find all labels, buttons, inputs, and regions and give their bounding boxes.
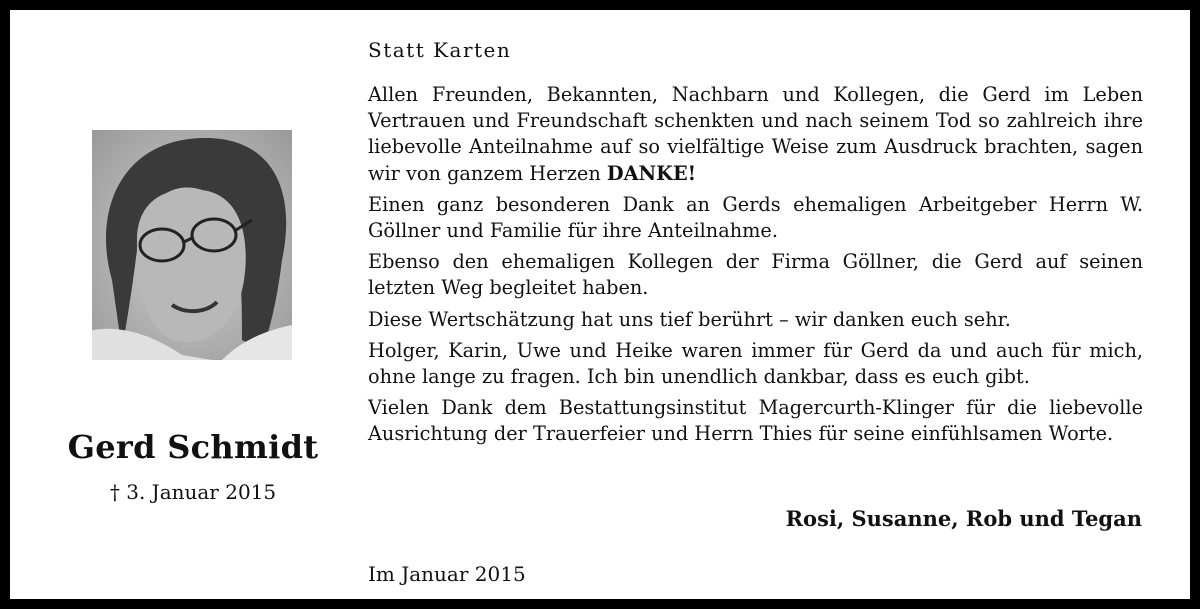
paragraph-thanks-text: Allen Freunden, Bekannten, Nachbarn und Kollegen, die Gerd im Leben Vertrauen und Freundschaft schenkten und nach seinem Tod so zahlreich ihre liebevolle Anteilnahme auf so vielfältige Weise zum Ausdruck brachten, sagen wir von ganzem Herzen	[368, 83, 1143, 185]
signature: Rosi, Susanne, Rob und Tegan	[785, 506, 1142, 531]
place-date: Im Januar 2015	[368, 562, 526, 586]
paragraph-employer: Einen ganz besonderen Dank an Gerds ehemaligen Arbeitgeber Herrn W. Göllner und Familie für ihre Anteilnahme.	[368, 192, 1143, 243]
portrait-image	[92, 130, 292, 360]
death-date: † 3. Januar 2015	[109, 480, 277, 504]
paragraph-friends: Holger, Karin, Uwe und Heike waren immer für Gerd da und auch für mich, ohne lange zu fragen. Ich bin unendlich dankbar, dass es euch gibt.	[368, 338, 1143, 389]
portrait-photo	[92, 130, 292, 360]
notice-body	[368, 82, 1143, 453]
deceased-name: Gerd Schmidt	[67, 428, 319, 466]
notice-header: Statt Karten	[368, 38, 512, 62]
obituary-card	[10, 10, 1190, 599]
paragraph-colleagues: Ebenso den ehemaligen Kollegen der Firma Göllner, die Gerd auf seinen letzten Weg begleitet haben.	[368, 250, 1143, 300]
paragraph-funeral-home: Vielen Dank dem Bestattungsinstitut Magercurth-Klinger für die liebevolle Ausrichtung der Trauerfeier und Herrn Thies für seine einfühlsamen Worte.	[368, 396, 1143, 446]
paragraph-thanks	[368, 82, 1143, 187]
danke-emphasis: DANKE!	[606, 161, 697, 185]
paragraph-appreciation: Diese Wertschätzung hat uns tief berührt – wir danken euch sehr.	[368, 307, 1011, 331]
